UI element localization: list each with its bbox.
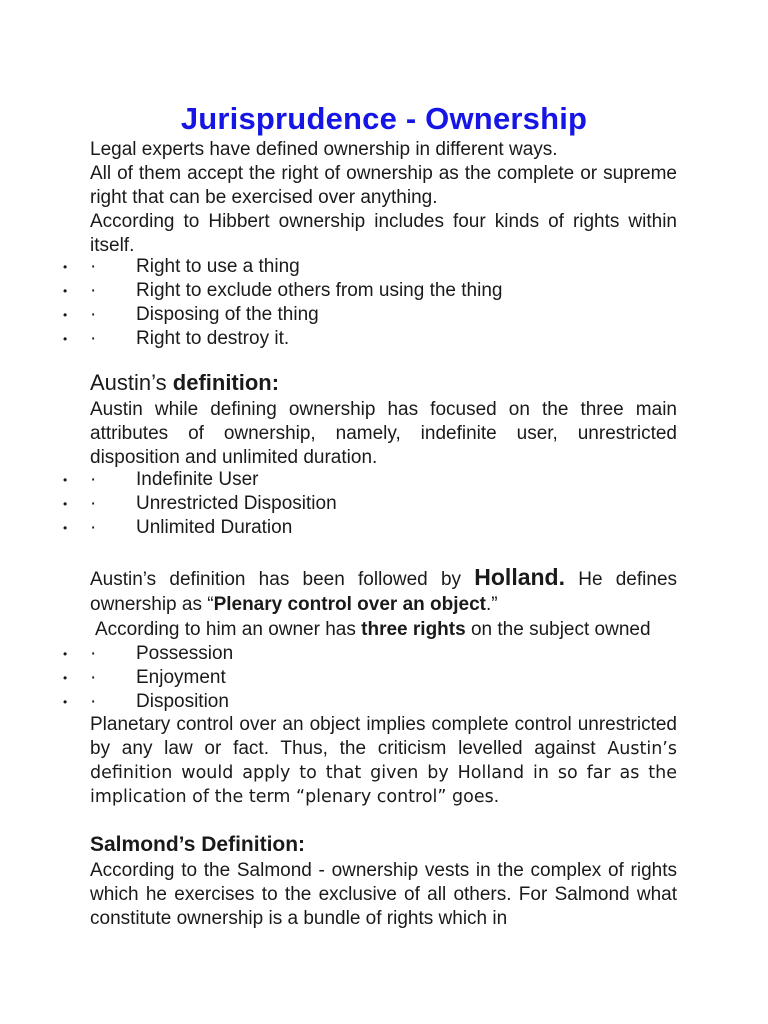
dot-icon: · — [90, 469, 97, 490]
holland-rights-intro — [90, 618, 677, 642]
dot-icon: · — [90, 304, 97, 325]
list-item-text: Right to destroy it. — [136, 328, 290, 349]
list-item-text: Indefinite User — [136, 469, 259, 490]
list-item — [63, 255, 677, 279]
dot-icon: · — [90, 691, 97, 712]
intro-line-1: Legal experts have defined ownership in different ways. — [90, 139, 558, 160]
salmond-section — [90, 830, 677, 860]
dot-icon: · — [90, 643, 97, 664]
dot-icon: · — [90, 328, 97, 349]
holland-rights-text-a: According to him an owner has — [95, 619, 356, 640]
list-item — [63, 492, 677, 516]
dot-icon: · — [90, 280, 97, 301]
list-item — [63, 468, 677, 492]
intro-section — [90, 138, 677, 258]
list-item-text: Possession — [136, 643, 234, 664]
holland-rights-intro-section — [90, 618, 677, 642]
bullet-icon: • — [63, 308, 68, 322]
list-item — [63, 666, 677, 690]
holland-text-a: Austin’s definition has been followed by — [90, 569, 462, 590]
austin-heading — [90, 368, 677, 398]
plenary-text-2: Austin’s definition would apply to that given by Holland in so far as the implication of the term “plenary control” goes — [90, 739, 677, 807]
salmond-body: According to the Salmond - ownership vests in the complex of rights which he exercises to the exclusive of all others. For Salmond what constitute ownership is a bundle of rights which in — [90, 860, 677, 929]
austin-section — [90, 368, 677, 398]
holland-section — [90, 565, 677, 617]
bullet-icon: • — [63, 647, 68, 661]
bullet-icon: • — [63, 671, 68, 685]
list-item-text: Disposition — [136, 691, 229, 712]
dot-icon: · — [90, 517, 97, 538]
bullet-icon: • — [63, 332, 68, 346]
austin-heading-prefix: Austin’s — [90, 370, 167, 395]
holland-rights-text-b: on the subject owned — [470, 619, 651, 640]
austin-heading-bold: definition: — [172, 370, 280, 395]
austin-body: Austin while defining ownership has focused on the three main attributes of ownership, namely, indefinite user, unrestricted disposition and unlimited duration. — [90, 399, 677, 468]
holland-text-b: He defines ownership as — [90, 569, 678, 615]
holland-quote: Plenary control over an object — [213, 594, 486, 615]
plenary-end: . — [493, 786, 500, 807]
list-item — [63, 642, 677, 666]
dot-icon: · — [90, 493, 97, 514]
holland-paragraph — [90, 565, 677, 617]
bullet-icon: • — [63, 497, 68, 511]
document-title: Jurisprudence - Ownership — [180, 101, 588, 136]
list-item — [63, 279, 677, 303]
holland-rights-bold: three rights — [361, 619, 466, 640]
list-item-text: Unlimited Duration — [136, 517, 293, 538]
plenary-text: Planetary control over an object implies complete control unrestricted by any law or fact. Thus, the criticism levelled against — [90, 714, 677, 759]
list-item — [63, 327, 677, 351]
intro-line-3: According to Hibbert ownership includes four kinds of rights within itself. — [90, 211, 677, 256]
austin-attributes-list — [63, 468, 677, 540]
dot-icon: · — [90, 667, 97, 688]
plenary-paragraph — [90, 713, 677, 809]
austin-body-section — [90, 398, 677, 470]
bullet-icon: • — [63, 473, 68, 487]
list-item-text: Unrestricted Disposition — [136, 493, 337, 514]
list-item-text: Disposing of the thing — [136, 304, 319, 325]
plenary-section — [90, 713, 677, 809]
bullet-icon: • — [63, 284, 68, 298]
austin-attributes-section — [63, 468, 677, 540]
salmond-body-section — [90, 859, 677, 931]
list-item — [63, 690, 677, 714]
holland-name: Holland. — [474, 564, 565, 590]
dot-icon: · — [90, 256, 97, 277]
bullet-icon: • — [63, 695, 68, 709]
holland-rights-section — [63, 642, 677, 714]
list-item-text: Right to use a thing — [136, 256, 300, 277]
holland-quote-close: .” — [485, 594, 498, 615]
hibbert-rights-list — [63, 255, 677, 351]
hibbert-rights-section — [63, 255, 677, 351]
holland-rights-list — [63, 642, 677, 714]
salmond-heading: Salmond’s Definition: — [90, 833, 306, 856]
list-item — [63, 303, 677, 327]
bullet-icon: • — [63, 521, 68, 535]
intro-line-2: All of them accept the right of ownership as the complete or supreme right that can be exercised over anything. — [90, 163, 677, 208]
bullet-icon: • — [63, 260, 68, 274]
list-item — [63, 516, 677, 540]
holland-quote-open: “ — [207, 594, 214, 615]
list-item-text: Enjoyment — [136, 667, 226, 688]
list-item-text: Right to exclude others from using the thing — [136, 280, 503, 301]
